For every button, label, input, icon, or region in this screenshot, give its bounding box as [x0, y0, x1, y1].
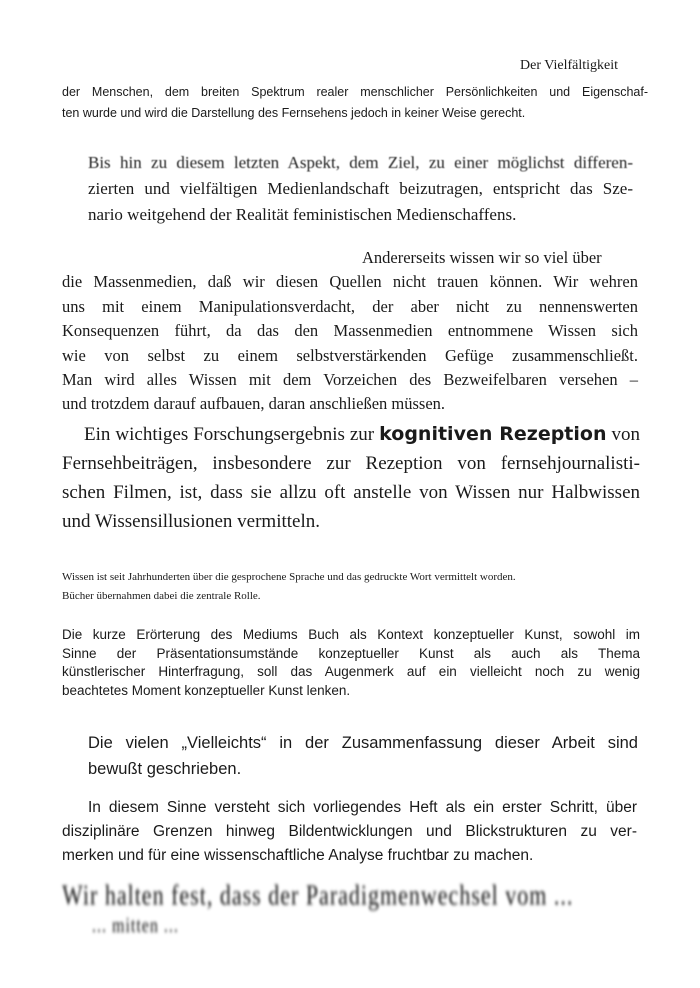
- paragraph-9-line-1: Wir halten fest, dass der Paradigmenwechsel vom ...: [62, 878, 574, 912]
- paragraph-4-line-2: Fernsehbeiträgen, insbesondere zur Rezeption von fernsehjournalisti-: [62, 453, 640, 474]
- header-title: Der Vielfältigkeit: [520, 58, 619, 73]
- paragraph-3-line-4: Konsequenzen führt, da das den Massenmedien entnommene Wissen sich: [62, 321, 638, 341]
- paragraph-1-line-1: der Menschen, dem breiten Spektrum realer menschlicher Persönlichkeiten und Eigenschaf-: [62, 85, 648, 99]
- paragraph-2: [88, 150, 633, 228]
- paragraph-3-line-5: wie von selbst zu einem selbstverstärkenden Gefüge zusammenschließt.: [62, 345, 638, 365]
- paragraph-5: [62, 568, 642, 606]
- paragraph-4-line-3: schen Filmen, ist, dass sie allzu oft anstelle von Wissen nur Halbwissen: [62, 482, 640, 503]
- paragraph-8-line-3: merken und für eine wissenschaftliche Analyse fruchtbar zu machen.: [62, 847, 534, 864]
- paragraph-8-line-2: disziplinäre Grenzen hinweg Bildentwicklungen und Blickstrukturen zu ver-: [62, 823, 637, 840]
- paragraph-3-line-6: Man wird alles Wissen mit dem Vorzeichen des Bezweifelbaren versehen –: [62, 370, 638, 390]
- paragraph-8: [62, 796, 637, 868]
- paragraph-6-line-1: Die kurze Erörterung des Mediums Buch als Kontext konzeptueller Kunst, sowohl im: [62, 627, 640, 642]
- paragraph-1-line-2: ten wurde und wird die Darstellung des Fernsehens jedoch in keiner Weise gerecht.: [62, 106, 526, 120]
- paragraph-3-line-2: die Massenmedien, daß wir diesen Quellen nicht trauen können. Wir wehren: [62, 272, 638, 292]
- paragraph-7: [88, 730, 638, 782]
- paragraph-3-line-7: und trotzdem darauf aufbauen, daran anschließen müssen.: [62, 394, 446, 414]
- paragraph-6: [62, 626, 640, 700]
- paragraph-3-line-3: uns mit einem Manipulationsverdacht, der aber nicht zu nennenswerten: [62, 296, 638, 316]
- paragraph-2-line-3: nario weitgehend der Realität feministischen Medienschaffens.: [88, 205, 517, 224]
- paragraph-9-line-2: ... mitten ...: [92, 915, 179, 938]
- paragraph-6-line-2: Sinne der Präsentationsumstände konzeptueller Kunst als auch als Thema: [62, 645, 640, 661]
- paragraph-4-line-1: [62, 420, 640, 449]
- paragraph-7-line-2: bewußt geschrieben.: [88, 760, 242, 778]
- paragraph-1: [62, 82, 648, 124]
- paragraph-2-line-2: [88, 176, 633, 202]
- paragraph-5-line-1: Wissen ist seit Jahrhunderten über die gesprochene Sprache und das gedruckte Wort vermittelt worden.: [62, 571, 516, 583]
- paragraph-9-distorted: [62, 880, 642, 942]
- paragraph-3-line-1: Andererseits wissen wir so viel über: [362, 248, 602, 267]
- paragraph-6-line-4: beachtetes Moment konzeptueller Kunst lenken.: [62, 682, 351, 698]
- running-header: [520, 58, 618, 74]
- paragraph-4-line-4: und Wissensillusionen vermitteln.: [62, 511, 321, 532]
- paragraph-4-bold-term: kognitiven Rezeption: [379, 423, 607, 445]
- paragraph-4-line-1-end: von: [611, 424, 640, 445]
- paragraph-4: [62, 420, 640, 536]
- paragraph-8-line-1: In diesem Sinne versteht sich vorliegendes Heft als ein erster Schritt, über: [88, 799, 637, 816]
- paragraph-2-line-1-text: Bis hin zu diesem letzten Aspekt, dem Ziel, zu einer möglichst differen-: [88, 153, 633, 172]
- paragraph-7-line-1: Die vielen „Vielleichts“ in der Zusammenfassung dieser Arbeit sind: [88, 734, 638, 752]
- paragraph-6-line-3: künstlerischer Hinterfragung, soll das Augenmerk auf ein vielleicht noch zu wenig: [62, 664, 640, 679]
- paragraph-4-line-1-start: Ein wichtiges Forschungsergebnis zur: [84, 424, 375, 445]
- paragraph-2-line-2-text: zierten und vielfältigen Medienlandschaft beizutragen, entspricht das Sze-: [88, 179, 633, 198]
- paragraph-3: [62, 246, 638, 417]
- paragraph-2-line-1: [88, 150, 633, 176]
- paragraph-5-line-2: Bücher übernahmen dabei die zentrale Rolle.: [62, 590, 261, 602]
